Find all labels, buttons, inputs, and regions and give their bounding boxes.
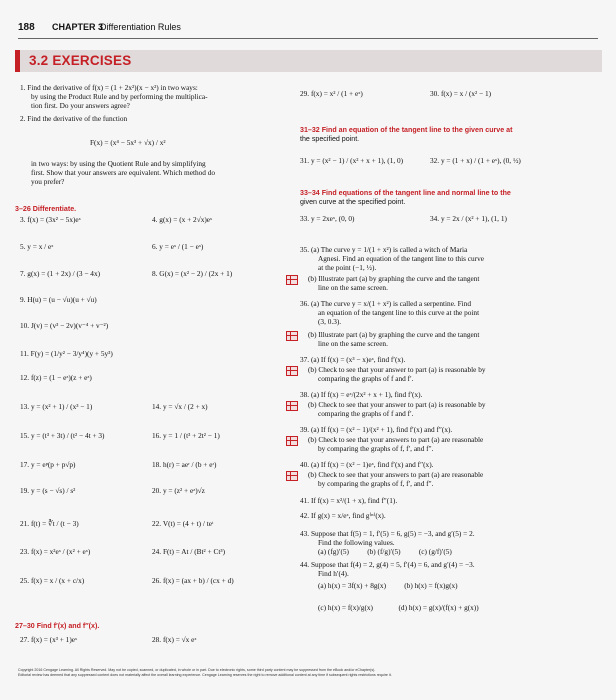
exercise-28: 28. f(x) = √x eˣ [152,635,197,644]
exercise-17: 17. y = eᵖ(p + p√p) [20,460,76,469]
exercise-44-parts-ab: (a) h(x) = 3f(x) + 8g(x) (b) h(x) = f(x)g(x) [318,581,458,590]
exercise-42: 42. If g(x) = x/eˣ, find g⁽ⁿ⁾(x). [300,511,386,520]
exercise-29: 29. f(x) = x² / (1 + eˣ) [300,89,363,98]
copyright-footer [18,668,598,678]
graphing-icon [286,471,298,481]
exercise-9: 9. H(u) = (u − √u)(u + √u) [20,295,97,304]
exercise-40-line-2: (b) Check to see that your answers to part (a) are reasonable [308,470,484,479]
exercise-27: 27. f(x) = (x³ + 1)eˣ [20,635,78,644]
exercise-43-parts: (a) (fg)′(5) (b) (f/g)′(5) (c) (g/f)′(5) [318,547,452,556]
exercise-38-line-1: 38. (a) If f(x) = eˣ/(2x² + x + 1), find f′(x). [300,390,423,399]
exercise-6: 6. y = eˣ / (1 − eˣ) [152,242,204,251]
exercise-36-line-2: an equation of the tangent line to this curve at the point [318,308,480,317]
exercise-2-line-1: 2. Find the derivative of the function [20,114,128,123]
section-31-32-heading-cont: the specified point. [300,135,360,143]
exercise-39-line-1: 39. (a) If f(x) = (x² − 1)/(x² + 1), find f′(x) and f″(x). [300,425,453,434]
exercise-38-line-2: (b) Check to see that your answer to part (a) is reasonable by [308,400,486,409]
banner-accent-bar [15,50,20,72]
section-title: 3.2 EXERCISES [29,53,132,68]
exercise-11: 11. F(y) = (1/y² − 3/y⁴)(y + 5y³) [20,349,113,358]
exercise-14: 14. y = √x / (2 + x) [152,402,208,411]
exercise-37-line-1: 37. (a) If f(x) = (x³ − x)eˣ, find f′(x). [300,355,406,364]
chapter-title: Differentiation Rules [100,22,181,32]
exercise-2-line-2: in two ways: by using the Quotient Rule and by simplifying [31,159,206,168]
exercise-43-line-1: 43. Suppose that f(5) = 1, f′(5) = 6, g(5) = −3, and g′(5) = 2. [300,529,475,538]
exercise-1-line-3: tion first. Do your answers agree? [31,101,130,110]
header-divider [18,38,598,39]
running-header [0,22,616,36]
section-31-32-heading [300,126,512,135]
exercise-36-line-4: (b) Illustrate part (a) by graphing the curve and the tangent [308,330,480,339]
exercise-33: 33. y = 2xeˣ, (0, 0) [300,214,355,223]
exercise-44-line-1: 44. Suppose that f(4) = 2, g(4) = 5, f′(4) = 6, and g′(4) = −3. [300,560,475,569]
exercise-32: 32. y = (1 + x) / (1 + eˣ), (0, ½) [430,156,521,165]
exercise-12: 12. f(z) = (1 − eᶻ)(z + eᶻ) [20,373,92,382]
graphing-icon [286,331,298,341]
exercise-36-line-5: line on the same screen. [318,339,388,348]
graphing-icon [286,436,298,446]
exercise-41: 41. If f(x) = x²/(1 + x), find f″(1). [300,496,398,505]
exercise-37-line-2: (b) Check to see that your answer to part (a) is reasonable by [308,365,486,374]
graphing-icon [286,401,298,411]
exercise-22: 22. V(t) = (4 + t) / teᵗ [152,519,214,528]
exercise-35-line-4: (b) Illustrate part (a) by graphing the curve and the tangent [308,274,480,283]
exercise-31: 31. y = (x² − 1) / (x² + x + 1), (1, 0) [300,156,404,165]
exercise-34: 34. y = 2x / (x² + 1), (1, 1) [430,214,507,223]
chapter-label: CHAPTER 3 [52,22,104,32]
graphing-icon [286,275,298,285]
section-33-34-heading-cont: given curve at the specified point. [300,198,406,206]
exercise-20: 20. y = (z² + eᶻ)√z [152,486,205,495]
exercise-7: 7. g(x) = (1 + 2x) / (3 − 4x) [20,269,101,278]
section-33-34-heading: 33–34 Find equations of the tangent line and normal line to the [300,189,511,197]
exercise-35-line-1: 35. (a) The curve y = 1/(1 + x²) is called a witch of Maria [300,245,468,254]
exercise-1-line-1: 1. Find the derivative of f(x) = (1 + 2x²)(x − x²) in two ways: [20,83,198,92]
section-banner [15,50,602,72]
exercise-5: 5. y = x / eˣ [20,242,54,251]
exercise-36-line-3: (3, 0.3). [318,317,342,326]
exercise-8: 8. G(x) = (x² − 2) / (2x + 1) [152,269,233,278]
exercise-44-parts-cd: (c) h(x) = f(x)/g(x) (d) h(x) = g(x)/(f(x) + g(x)) [318,603,479,612]
section-27-30-heading: 27–30 Find f′(x) and f″(x). [15,622,100,630]
exercise-35-line-2: Agnesi. Find an equation of the tangent line to this curve [318,254,484,263]
copyright-line-1: Copyright 2016 Cengage Learning. All Rights Reserved. May not be copied, scanned, or duplicated, in whole or in part. Due to electronic rights, some third party content may be suppressed from the eBook and/or eChapter(s). [18,668,376,672]
exercise-16: 16. y = 1 / (t³ + 2t² − 1) [152,431,220,440]
exercise-25: 25. f(x) = x / (x + c/x) [20,576,85,585]
exercise-10: 10. J(v) = (v³ − 2v)(v⁻⁴ + v⁻²) [20,321,109,330]
page-number: 188 [18,22,35,33]
exercise-2-formula: F(x) = (x⁴ − 5x³ + √x) / x² [90,138,166,147]
exercise-37-line-3: comparing the graphs of f and f′. [318,374,414,383]
exercise-35-line-5: line on the same screen. [318,283,388,292]
exercise-40-line-1: 40. (a) If f(x) = (x² − 1)eˣ, find f′(x) and f″(x). [300,460,434,469]
exercise-2-line-3: first. Show that your answers are equivalent. Which method do [31,168,216,177]
exercise-13: 13. y = (x² + 1) / (x³ − 1) [20,402,93,411]
exercise-36-line-1: 36. (a) The curve y = x/(1 + x²) is called a serpentine. Find [300,299,471,308]
section-31-32-label: 31–32 Find an equation of the tangent line to the given curve at [300,126,513,134]
exercise-26: 26. f(x) = (ax + b) / (cx + d) [152,576,234,585]
exercise-1-line-2: by using the Product Rule and by performing the multiplica- [31,92,208,101]
exercise-39-line-3: by comparing the graphs of f, f′, and f″. [318,444,434,453]
exercise-44-line-2: Find h′(4). [318,569,349,578]
exercise-3: 3. f(x) = (3x² − 5x)eˣ [20,215,81,224]
exercise-15: 15. y = (t³ + 3t) / (t² − 4t + 3) [20,431,105,440]
section-3-26-heading: 3–26 Differentiate. [15,205,77,213]
exercise-39-line-2: (b) Check to see that your answers to part (a) are reasonable [308,435,484,444]
exercise-23: 23. f(x) = x²eˣ / (x² + eˣ) [20,547,91,556]
copyright-line-2: Editorial review has deemed that any suppressed content does not materially affect the overall learning experience. Cengage Learning reserves the right to remove additional content at any time if subsequent rights restrictions require it. [18,673,392,677]
exercise-35-line-3: at the point (−1, ½). [318,263,377,272]
exercise-43-line-2: Find the following values. [318,538,395,547]
graphing-icon [286,366,298,376]
exercise-2-line-4: you prefer? [31,177,65,186]
exercise-19: 19. y = (s − √s) / s² [20,486,76,495]
exercise-40-line-3: by comparing the graphs of f, f′, and f″. [318,479,434,488]
exercise-24: 24. F(t) = At / (Bt² + Ct³) [152,547,226,556]
exercise-30: 30. f(x) = x / (x² − 1) [430,89,492,98]
exercise-21: 21. f(t) = ∛t / (t − 3) [20,519,79,528]
exercise-38-line-3: comparing the graphs of f and f′. [318,409,414,418]
exercise-18: 18. h(r) = aeʳ / (b + eʳ) [152,460,217,469]
exercise-4: 4. g(x) = (x + 2√x)eˣ [152,215,213,224]
